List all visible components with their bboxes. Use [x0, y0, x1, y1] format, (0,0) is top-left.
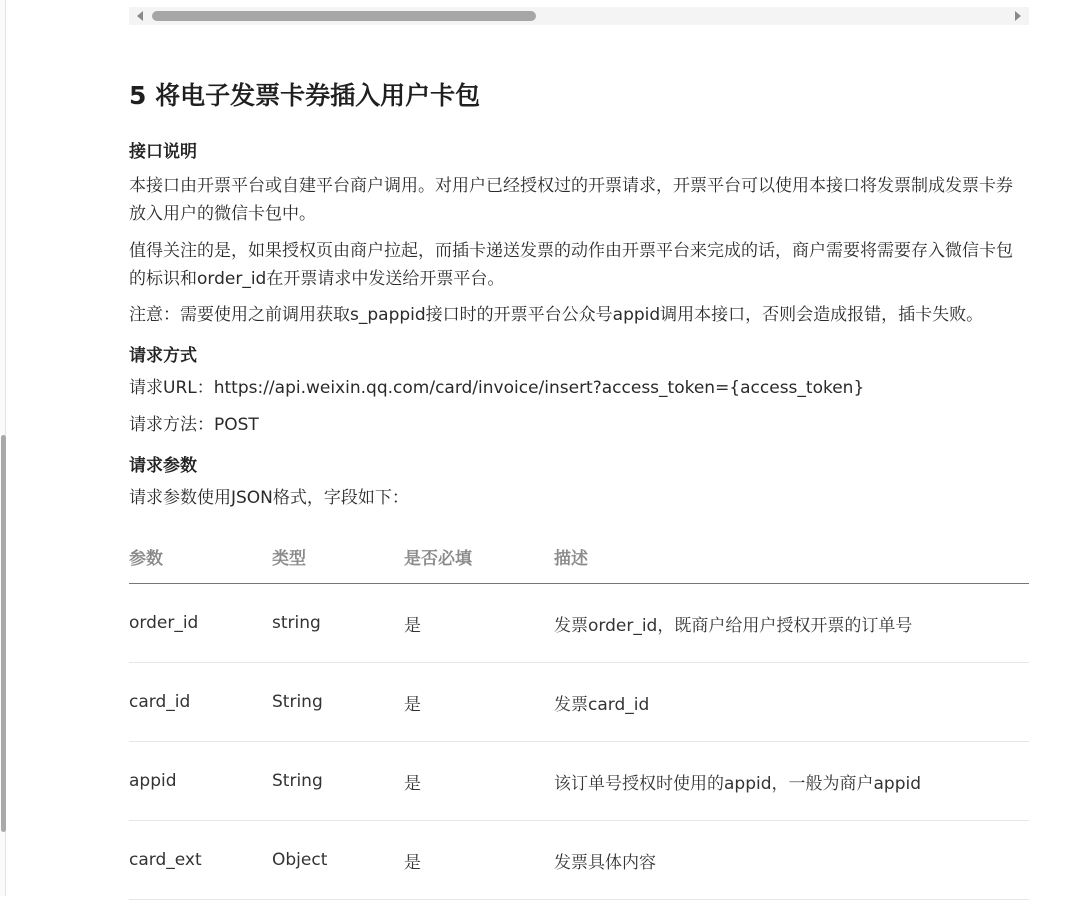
- cell-description: 该订单号授权时使用的appid，一般为商户appid: [554, 742, 1029, 821]
- cell-param: card_id: [129, 663, 272, 742]
- cell-param: appid: [129, 742, 272, 821]
- note-paragraph: 注意：需要使用之前调用获取s_pappid接口时的开票平台公众号appid调用本接口，否则会造成报错，插卡失败。: [129, 305, 984, 325]
- cell-description: 发票order_id，既商户给用户授权开票的订单号: [554, 584, 1029, 663]
- header-required: 是否必填: [404, 530, 554, 584]
- table-row: [129, 821, 1029, 900]
- request-url: 请求URL：https://api.weixin.qq.com/card/invoice/insert?access_token={access_token}: [129, 378, 865, 398]
- cell-required: 是: [404, 663, 554, 742]
- params-description: 请求参数使用JSON格式，字段如下：: [129, 488, 409, 508]
- section-title: 5 将电子发票卡券插入用户卡包: [129, 81, 481, 110]
- table-row: [129, 584, 1029, 663]
- cell-param: card_ext: [129, 821, 272, 900]
- header-param: 参数: [129, 530, 272, 584]
- header-type: 类型: [272, 530, 404, 584]
- scroll-right-arrow-icon[interactable]: [1015, 11, 1021, 21]
- params-heading: 请求参数: [129, 456, 197, 476]
- cell-type: Object: [272, 821, 404, 900]
- notice-paragraph: 值得关注的是，如果授权页由商户拉起，而插卡递送发票的动作由开票平台来完成的话，商户需要将需要存入微信卡包的标识和order_id在开票请求中发送给开票平台。: [129, 241, 1013, 289]
- scroll-left-arrow-icon[interactable]: [137, 11, 143, 21]
- cell-type: String: [272, 663, 404, 742]
- page-scrollbar-thumb[interactable]: [1, 435, 6, 832]
- cell-param: order_id: [129, 584, 272, 663]
- header-description: 描述: [554, 530, 1029, 584]
- table-row: [129, 742, 1029, 821]
- params-table: [129, 530, 1029, 900]
- cell-required: 是: [404, 584, 554, 663]
- cell-type: String: [272, 742, 404, 821]
- horizontal-scrollbar-thumb[interactable]: [152, 11, 536, 21]
- horizontal-scrollbar[interactable]: [129, 7, 1029, 25]
- request-heading: 请求方式: [129, 346, 197, 366]
- table-header-row: [129, 530, 1029, 584]
- table-row: [129, 663, 1029, 742]
- cell-required: 是: [404, 821, 554, 900]
- request-method: 请求方法：POST: [129, 415, 259, 435]
- cell-description: 发票具体内容: [554, 821, 1029, 900]
- cell-type: string: [272, 584, 404, 663]
- cell-required: 是: [404, 742, 554, 821]
- interface-heading: 接口说明: [129, 142, 197, 162]
- intro-paragraph: 本接口由开票平台或自建平台商户调用。对用户已经授权过的开票请求，开票平台可以使用本接口将发票制成发票卡券放入用户的微信卡包中。: [129, 176, 1013, 224]
- cell-description: 发票card_id: [554, 663, 1029, 742]
